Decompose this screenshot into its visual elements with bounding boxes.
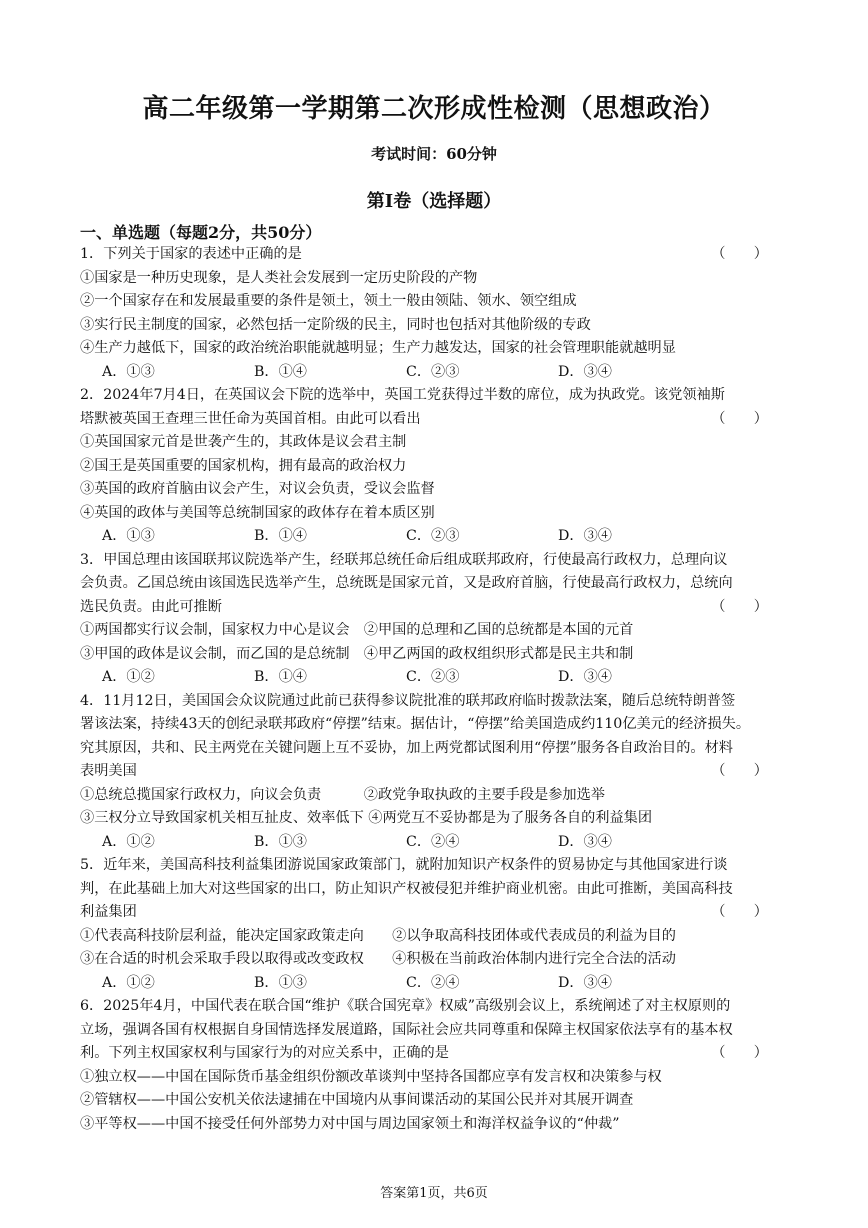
choice-option: A．①③	[102, 528, 155, 544]
question-stem-text: 立场，强调各国有权根据自身国情选择发展道路，国际社会应共同尊重和保障主权国家依法享有的基本权	[80, 1021, 733, 1038]
answer-bracket: （ ）	[711, 598, 768, 615]
exam-time: 考试时间：60分钟	[371, 145, 497, 163]
option-row	[80, 361, 788, 385]
question-stem-line	[80, 878, 788, 902]
choice-option: D．③④	[558, 833, 612, 850]
choice-option: B．①④	[254, 363, 307, 380]
question-stem-text: 选民负责。由此可推断	[80, 598, 222, 615]
option-row	[80, 831, 788, 855]
page-footer: 答案第1页，共6页	[380, 1186, 488, 1201]
statement-line: ②管辖权——中国公安机关依法逮捕在中国境内从事间谍活动的某国公民并对其展开调查	[80, 1092, 634, 1108]
answer-bracket: （ ）	[711, 904, 768, 920]
question-4	[80, 690, 788, 855]
choice-option: D．③④	[558, 669, 612, 685]
question-stem-text: 判，在此基础上加大对这些国家的出口，防止知识产权被侵犯并维护商业机密。由此可推断，美国高科技	[80, 880, 733, 897]
answer-bracket: （ ）	[711, 410, 768, 427]
answer-bracket: （ ）	[711, 763, 768, 779]
statement-line: ①英国国家元首是世袭产生的，其政体是议会君主制	[80, 434, 407, 450]
choice-option: C．②③	[406, 669, 460, 685]
choice-option: A．①③	[102, 363, 155, 380]
statement-line: ②一个国家存在和发展最重要的条件是领土，领土一般由领陆、领水、领空组成	[80, 293, 577, 309]
question-stem-text: 6．2025年4月，中国代表在联合国“维护《联合国宪章》权威”高级别会议上，系统阐述了对主权原则的	[80, 998, 731, 1014]
statement-line: ①代表高科技阶层利益，能决定国家政策走向 ②以争取高科技团体或代表成员的利益为目的	[80, 927, 676, 944]
question-stem-text: 会负责。乙国总统由该国选民选举产生，总统既是国家元首，又是政府首脑，行使最高行政权力，总统向	[80, 575, 733, 591]
choice-option: C．②③	[406, 528, 460, 544]
question-stem-line	[80, 995, 788, 1019]
choice-option: A．①②	[102, 669, 155, 685]
statement-line: ③英国的政府首脑由议会产生，对议会负责，受议会监督	[80, 481, 435, 497]
question-stem-line	[80, 384, 788, 408]
statement-line: ③三权分立导致国家机关相互扯皮、效率低下 ④两党互不妥协都是为了服务各自的利益集团	[80, 810, 653, 826]
question-5	[80, 854, 788, 995]
option-row	[80, 666, 788, 690]
question-stem-line	[80, 549, 788, 573]
question-1	[80, 243, 788, 384]
question-stem-line	[80, 1019, 788, 1043]
choice-option: A．①②	[102, 974, 155, 991]
question-stem-line	[80, 854, 788, 878]
question-list	[80, 243, 788, 1136]
question-stem-text: 表明美国	[80, 763, 137, 779]
question-3	[80, 549, 788, 690]
statement-line: ①国家是一种历史现象，是人类社会发展到一定历史阶段的产物	[80, 269, 478, 286]
question-stem-text: 利益集团	[80, 904, 137, 920]
statement-line: ③甲国的政体是议会制，而乙国的是总统制 ④甲乙两国的政权组织形式都是民主共和制	[80, 645, 634, 662]
question-stem-line	[80, 572, 788, 596]
question-stem-line	[80, 713, 788, 737]
statement-line: ④英国的政体与美国等总统制国家的政体存在着本质区别	[80, 504, 435, 521]
exam-title: 高二年级第一学期第二次形成性检测（思想政治）	[142, 94, 726, 124]
statement-line: ③平等权——中国不接受任何外部势力对中国与周边国家领土和海洋权益争议的“仲裁”	[80, 1115, 620, 1132]
statement-line: ②国王是英国重要的国家机构，拥有最高的政治权力	[80, 457, 407, 474]
choice-option: B．①④	[254, 669, 307, 685]
statement-line: ④生产力越低下，国家的政治统治职能就越明显；生产力越发达，国家的社会管理职能就越明显	[80, 340, 676, 356]
choice-option: D．③④	[558, 974, 612, 991]
question-stem-text: 3．甲国总理由该国联邦议院选举产生，经联邦总统任命后组成联邦政府，行使最高行政权力，总理向议	[80, 551, 728, 568]
question-stem-text: 1．下列关于国家的表述中正确的是	[80, 246, 302, 262]
question-stem-text: 4．11月12日，美国国会众议院通过此前已获得参议院批准的联邦政府临时拨款法案，随后总统特朗普签	[80, 692, 736, 709]
question-2	[80, 384, 788, 549]
question-stem-text: 究其原因，共和、民主两党在关键问题上互不妥协，加上两党都试图利用“停摆”服务各自政治目的。材料	[80, 739, 733, 756]
question-stem-text: 利。下列主权国家权利与国家行为的对应关系中，正确的是	[80, 1045, 449, 1061]
question-stem-text: 署该法案，持续43天的创纪录联邦政府“停摆”结束。据估计，“停摆”给美国造成约110亿美元的经济损失。	[80, 716, 751, 732]
choice-option: C．②④	[406, 974, 460, 991]
question-stem-line	[80, 408, 788, 432]
choice-option: D．③④	[558, 528, 612, 544]
statement-line: ①独立权——中国在国际货币基金组织份额改革谈判中坚持各国都应享有发言权和决策参与权	[80, 1068, 662, 1085]
answer-bracket: （ ）	[711, 246, 768, 262]
statement-line: ③在合适的时机会采取手段以取得或改变政权 ④积极在当前政治体制内进行完全合法的活动	[80, 951, 676, 967]
statement-line: ①总统总揽国家行政权力，向议会负责 ②政党争取执政的主要手段是参加选举	[80, 786, 605, 803]
question-stem-line	[80, 690, 788, 714]
answer-bracket: （ ）	[711, 1045, 768, 1061]
choice-option: C．②③	[406, 363, 460, 380]
question-stem-line	[80, 737, 788, 761]
volume-heading: 第Ⅰ卷（选择题）	[366, 191, 502, 212]
question-6	[80, 995, 788, 1136]
statement-line: ③实行民主制度的国家，必然包括一定阶级的民主，同时也包括对其他阶级的专政	[80, 316, 591, 333]
choice-option: B．①③	[254, 974, 307, 991]
choice-option: D．③④	[558, 363, 612, 380]
section-heading: 一、单选题（每题2分，共50分）	[80, 223, 322, 242]
choice-option: C．②④	[406, 833, 460, 850]
option-row	[80, 525, 788, 549]
question-stem-text: 2．2024年7月4日，在英国议会下院的选举中，英国工党获得过半数的席位，成为执政党。该党领袖斯	[80, 387, 725, 403]
choice-option: B．①④	[254, 528, 307, 544]
question-stem-line	[80, 243, 788, 267]
question-stem-line	[80, 901, 788, 925]
statement-line: ①两国都实行议会制，国家权力中心是议会 ②甲国的总理和乙国的总统都是本国的元首	[80, 622, 634, 638]
option-row	[80, 972, 788, 996]
question-stem-line	[80, 760, 788, 784]
question-stem-line	[80, 1042, 788, 1066]
choice-option: B．①③	[254, 833, 307, 850]
choice-option: A．①②	[102, 833, 155, 850]
question-stem-line	[80, 596, 788, 620]
question-stem-text: 5．近年来，美国高科技利益集团游说国家政策部门，就附加知识产权条件的贸易协定与其他国家进行谈	[80, 857, 728, 873]
question-stem-text: 塔默被英国王查理三世任命为英国首相。由此可以看出	[80, 410, 421, 427]
